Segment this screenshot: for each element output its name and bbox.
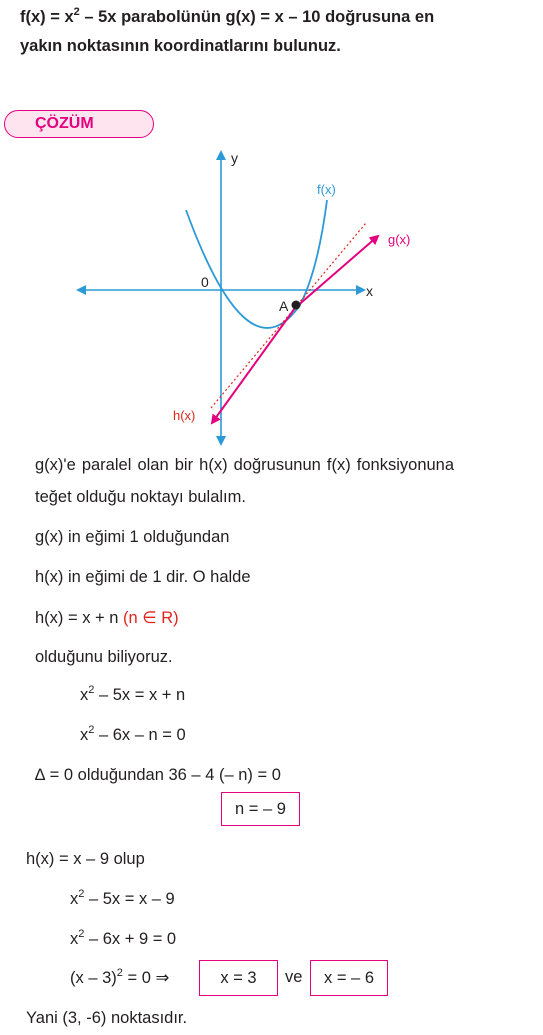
equation-3: $x^2 - 5x = x - 9$: [70, 888, 175, 908]
point-a-label: A: [279, 298, 289, 314]
paragraph-1b: teğet olduğu noktayı bulalım.: [35, 488, 246, 506]
paragraph-4: h(x) = x + n (n ∈ R): [35, 609, 179, 627]
f-label: f(x): [317, 182, 336, 197]
delta-line: ∆ = 0 olduğundan 36 – 4 (– n) = 0: [35, 766, 281, 784]
paragraph-3: h(x) in eğimi de 1 dir. O halde: [35, 568, 251, 586]
equation-1: $x^2 - 5x = x + n$: [80, 684, 186, 704]
question-line-1: $f(x) = x^2 - 5x$ parabolünün g(x) = x – 10 doğrusuna en: [20, 6, 435, 26]
n-result-box: n = – 9: [221, 792, 300, 826]
point-a: [292, 301, 301, 310]
x-axis-label: x: [366, 283, 373, 299]
f-curve: [186, 200, 327, 328]
function-graph: [0, 0, 543, 460]
question-line-2: yakın noktasının koordinatlarını bulunuz.: [20, 37, 341, 55]
h-result-line: h(x) = x – 9 olup: [26, 850, 145, 868]
equation-4: $x^2 - 6x + 9 = 0$: [70, 928, 177, 948]
g-label: g(x): [388, 232, 411, 247]
paragraph-2: g(x) in eğimi 1 olduğundan: [35, 528, 230, 546]
equation-2: $x^2 - 6x - n = 0$: [80, 724, 186, 744]
ve-label: ve: [285, 968, 303, 986]
origin-label: 0: [201, 274, 209, 290]
final-answer: Yani (3, -6) noktasıdır.: [26, 1009, 188, 1027]
x2-result-box: x = – 6: [310, 960, 388, 996]
y-axis-label: y: [231, 150, 238, 166]
paragraph-5: olduğunu biliyoruz.: [35, 648, 173, 666]
x1-result-box: x = 3: [199, 960, 278, 996]
n-domain-note: (n ∈ R): [123, 609, 179, 627]
solution-badge: ÇÖZÜM: [4, 110, 154, 138]
paragraph-1a: g(x)'e paralel olan bir h(x) doğrusunun f(x) fonksiyonuna: [35, 456, 455, 474]
equation-5: (x – 3)$^2$ = 0 ⇒: [70, 967, 170, 987]
h-label: h(x): [173, 408, 196, 423]
